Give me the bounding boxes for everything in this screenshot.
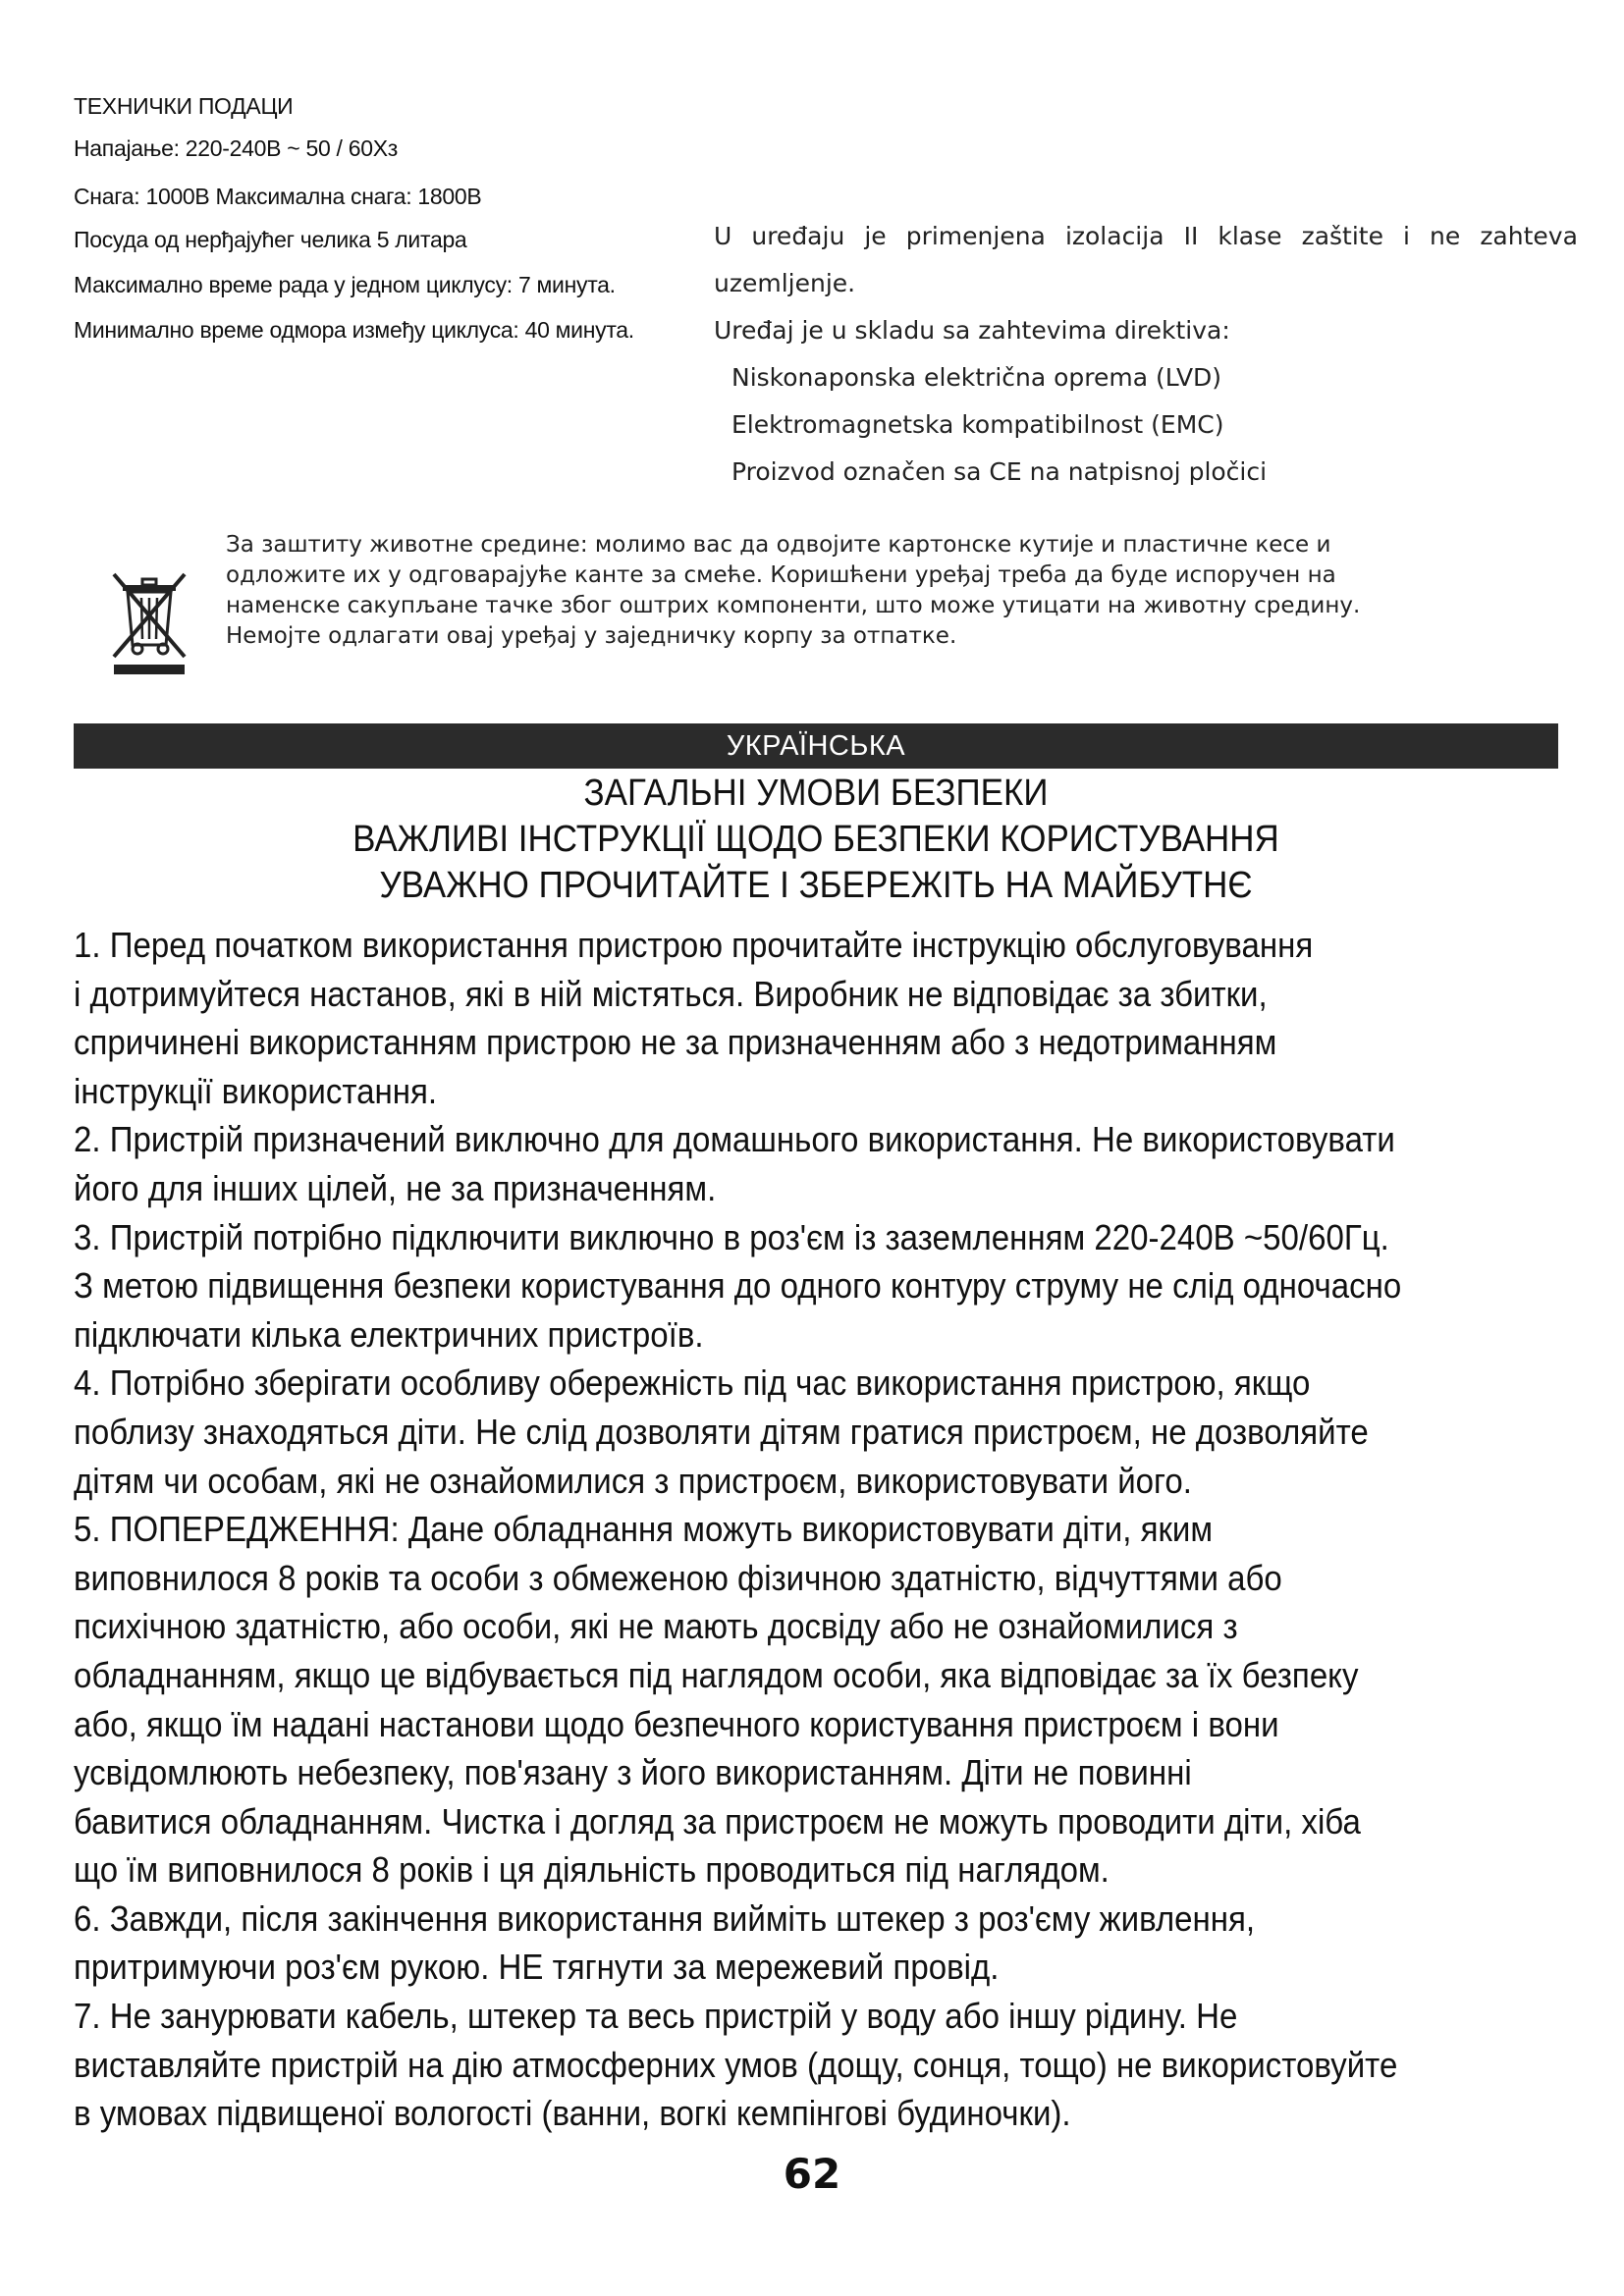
- instruction-line: 2. Пристрій призначений виключно для домашнього використання. Не використовувати: [74, 1119, 1395, 1160]
- tech-line: Снага: 1000В Максимална снага: 1800В: [74, 184, 482, 209]
- notice-line: За заштиту животне средине: молимо вас да одвојите картонске кутије и пластичне кесе и: [226, 532, 1331, 558]
- instruction-line: бавитися обладнанням. Чистка і догляд за пристроєм не можуть проводити діти, хіба: [74, 1800, 1361, 1842]
- tech-line: Минимално време одмора између циклуса: 40 минута.: [74, 317, 634, 343]
- word: zaštite: [1301, 222, 1383, 250]
- title-line: ЗАГАЛЬНІ УМОВИ БЕЗПЕКИ: [583, 773, 1049, 814]
- safety-titles: [133, 771, 1498, 909]
- instruction-line: або, якщо їм надані настанови щодо безпечного користування пристроєм і вони: [74, 1703, 1279, 1744]
- instruction-line: психічною здатністю, або особи, які не мають досвіду або не ознайомилися з: [74, 1606, 1238, 1647]
- instruction-line: 7. Не занурювати кабель, штекер та весь пристрій у воду або іншу рідину. Не: [74, 1996, 1238, 2037]
- instruction-line: обладнанням, якщо це відбувається під наглядом особи, яка відповідає за їх безпеку: [74, 1654, 1359, 1695]
- notice-line: Немојте одлагати овај уређај у заједничку корпу за отпатке.: [226, 623, 957, 649]
- instruction-line: 6. Завжди, після закінчення використання вийміть штекер з роз'єму живлення,: [74, 1897, 1256, 1939]
- tech-line: Посуда од нерђајућег челика 5 литара: [74, 227, 467, 252]
- instruction-line: усвідомлюють небезпеку, пов'язану з його використанням. Діти не повинні: [74, 1752, 1192, 1793]
- language-label: УКРАЇНСЬКА: [726, 729, 906, 762]
- compliance-line: Uređaj je u skladu sa zahtevima direktiva:: [714, 316, 1230, 345]
- environment-notice: [226, 530, 1581, 652]
- safety-instructions: [74, 921, 1566, 2138]
- page-number: 62: [783, 2150, 841, 2198]
- instruction-line: 3. Пристрій потрібно підключити виключно в роз'єм із заземленням 220-240В ~50/60Гц.: [74, 1216, 1389, 1257]
- word: primenjena: [905, 222, 1046, 250]
- instruction-line: спричинені використанням пристрою не за призначенням або з недотриманням: [74, 1022, 1277, 1063]
- technical-data: [74, 93, 702, 356]
- instruction-line: виповнилося 8 років та особи з обмеженою фізичною здатністю, відчуттями або: [74, 1557, 1282, 1598]
- instruction-line: підключати кілька електричних пристроїв.: [74, 1313, 704, 1355]
- instruction-line: і дотримуйтеся настанов, які в ній містяться. Виробник не відповідає за збитки,: [74, 973, 1268, 1014]
- tech-line: Максимално време рада у једном циклусу: 7 минута.: [74, 272, 616, 297]
- compliance-block: [714, 213, 1578, 496]
- instruction-line: 1. Перед початком використання пристрою прочитайте інструкцію обслуговування: [74, 925, 1314, 965]
- language-section-bar: [74, 723, 1558, 769]
- tech-heading: ТЕХНИЧКИ ПОДАЦИ: [74, 93, 294, 119]
- word: U: [714, 222, 732, 250]
- compliance-line: uzemljenje.: [714, 269, 856, 297]
- instruction-line: поблизу знаходяться діти. Не слід дозволяти дітям гратися пристроєм, не дозволяйте: [74, 1411, 1369, 1452]
- instruction-line: в умовах підвищеної вологості (ванни, вогкі кемпінгові будиночки).: [74, 2093, 1071, 2134]
- compliance-line-justified: [714, 213, 1578, 260]
- word: zahteva: [1480, 222, 1578, 250]
- word: i: [1403, 222, 1410, 250]
- notice-line: одложите их у одговарајуће канте за смеће. Коришћени уређај треба да буде испоручен на: [226, 562, 1336, 588]
- notice-line: наменске сакупљане тачке због оштрих компоненти, што може утицати на животну средину.: [226, 593, 1361, 618]
- word: klase: [1218, 222, 1282, 250]
- instruction-line: притримуючи роз'єм рукою. НЕ тягнути за мережевий провід.: [74, 1947, 1000, 1988]
- word: II: [1183, 222, 1199, 250]
- word: uređaju: [751, 222, 845, 250]
- directive-item: Proizvod označen sa CE na natpisnoj pločici: [731, 457, 1268, 486]
- word: izolacija: [1064, 222, 1164, 250]
- instruction-line: інструкції використання.: [74, 1070, 438, 1111]
- directive-item: Elektromagnetska kompatibilnost (EMC): [731, 410, 1224, 439]
- instruction-line: дітям чи особам, які не ознайомилися з пристроєм, використовувати його.: [74, 1460, 1192, 1501]
- instruction-line: З метою підвищення безпеки користування до одного контуру струму не слід одночасно: [74, 1265, 1402, 1307]
- instruction-line: його для інших цілей, не за призначенням.: [74, 1167, 717, 1208]
- word: je: [864, 222, 887, 250]
- instruction-line: 4. Потрібно зберігати особливу обережність під час використання пристрою, якщо: [74, 1362, 1311, 1404]
- weee-crossed-bin-icon: [110, 568, 189, 676]
- instruction-line: 5. ПОПЕРЕДЖЕННЯ: Дане обладнання можуть використовувати діти, яким: [74, 1509, 1214, 1550]
- directive-item: Niskonaponska električna oprema (LVD): [731, 363, 1222, 392]
- title-line: ВАЖЛИВІ ІНСТРУКЦІЇ ЩОДО БЕЗПЕКИ КОРИСТУВАННЯ: [352, 819, 1279, 860]
- instruction-line: що їм виповнилося 8 років і ця діяльність проводиться під наглядом.: [74, 1849, 1110, 1891]
- tech-line: Напајање: 220-240В ~ 50 / 60Хз: [74, 135, 398, 161]
- instruction-line: виставляйте пристрій на дію атмосферних умов (дощу, сонця, тощо) не використовуйте: [74, 2044, 1398, 2085]
- word: ne: [1430, 222, 1461, 250]
- title-line: УВАЖНО ПРОЧИТАЙТЕ І ЗБЕРЕЖІТЬ НА МАЙБУТНЄ: [379, 865, 1253, 906]
